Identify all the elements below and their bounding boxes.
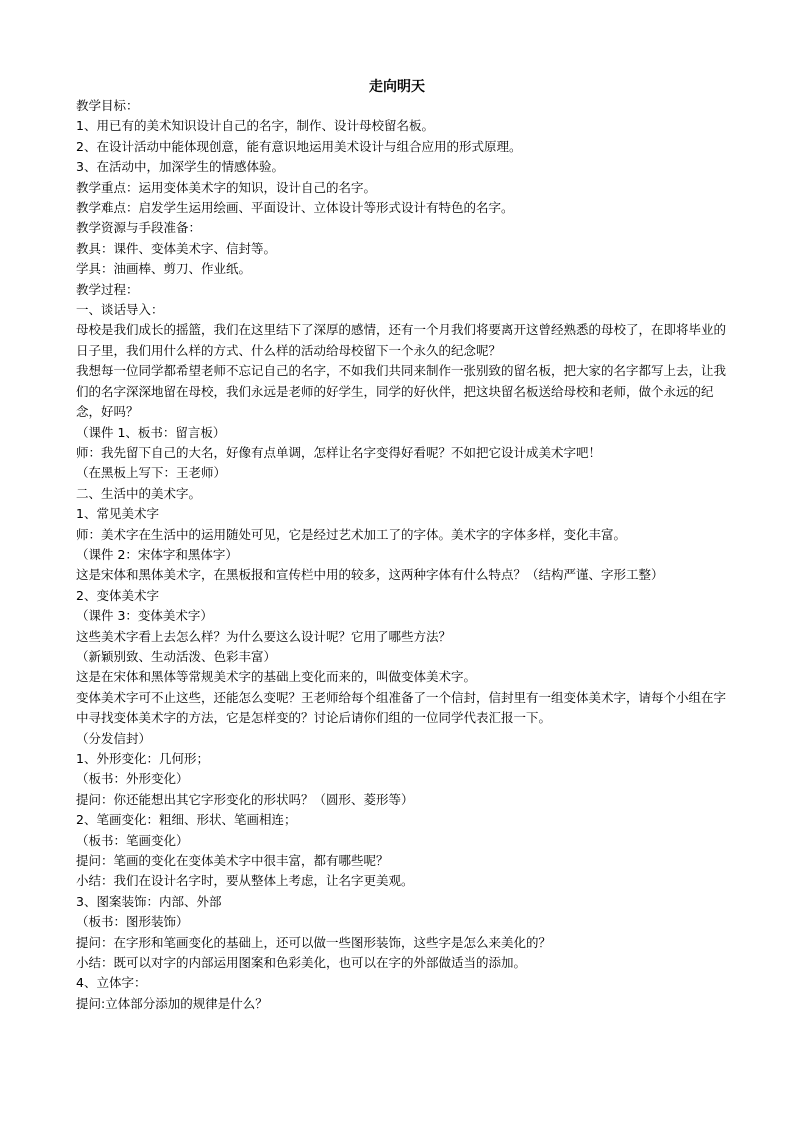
text-line: （在黑板上写下：王老师）	[76, 465, 227, 481]
document-title: 走向明天	[369, 79, 425, 95]
text-line: 提问：在字形和笔画变化的基础上，还可以做一些图形装饰，这些字是怎么来美化的？	[76, 934, 552, 950]
text-line: 提问：你还能想出其它字形变化的形状吗？（圆形、菱形等）	[76, 791, 414, 807]
text-line: （分发信封）	[76, 730, 152, 746]
text-line: 小结：既可以对字的内部运用图案和色彩美化，也可以在字的外部做适当的添加。	[76, 955, 527, 971]
text-line: 4、立体字：	[76, 975, 147, 991]
text-line: （课件 1、板书：留言板）	[76, 424, 226, 440]
text-line: 二、生活中的美术字。	[76, 485, 202, 501]
text-line: 教学资源与手段准备：	[76, 220, 202, 236]
text-line: 这是宋体和黑体美术字，在黑板报和宣传栏中用的较多，这两种字体有什么特点？（结构严谨、字形工整）	[76, 567, 664, 583]
paragraph: 母校是我们成长的摇篮，我们在这里结下了深厚的感情，还有一个月我们将要离开这曾经熟悉的母校了，在即将毕业的日子里，我们用什么样的方式、什么样的活动给母校留下一个永久的纪念呢？	[76, 322, 727, 358]
text-line: 师：我先留下自己的大名，好像有点单调，怎样让名字变得好看呢？不如把它设计成美术字吧！	[76, 444, 602, 460]
text-line: 2、变体美术字	[76, 587, 159, 603]
document-body	[76, 96, 726, 1014]
text-line: 这些美术字看上去怎么样？为什么要这么设计呢？它用了哪些方法？	[76, 628, 452, 644]
text-line: 3、图案装饰：内部、外部	[76, 893, 222, 909]
text-line: 1、外形变化：几何形；	[76, 751, 209, 766]
text-line: （课件 2：宋体字和黑体字）	[76, 546, 238, 562]
text-line: 这是在宋体和黑体等常规美术字的基础上变化而来的，叫做变体美术字。	[76, 669, 477, 685]
text-line: 教学目标：	[76, 98, 139, 113]
text-line: （板书：笔画变化）	[76, 832, 189, 848]
text-line: （板书：外形变化）	[76, 771, 189, 787]
text-line: 提问：笔画的变化在变体美术字中很丰富，都有哪些呢？	[76, 853, 389, 869]
text-line: 教学重点：运用变体美术字的知识，设计自己的名字。	[76, 179, 377, 195]
text-line: 一、谈话导入：	[76, 302, 164, 318]
text-line: 提问:立体部分添加的规律是什么？	[76, 995, 268, 1011]
text-line: 1、用已有的美术知识设计自己的名字，制作、设计母校留名板。	[76, 118, 434, 134]
text-line: 师：美术字在生活中的运用随处可见，它是经过艺术加工了的字体。美术字的字体多样，变化丰富。	[76, 526, 627, 542]
text-line: 小结：我们在设计名字时，要从整体上考虑，让名字更美观。	[76, 873, 414, 889]
text-line: （新颖别致、生动活泼、色彩丰富）	[76, 648, 277, 664]
text-line: 2、在设计活动中能体现创意，能有意识地运用美术设计与组合应用的形式原理。	[76, 138, 522, 154]
text-line: 2、笔画变化：粗细、形状、笔画相连；	[76, 812, 297, 828]
text-line: 教具：课件、变体美术字、信封等。	[76, 240, 277, 256]
text-line: 学具：油画棒、剪刀、作业纸。	[76, 261, 252, 277]
paragraph: 变体美术字可不止这些，还能怎么变呢？王老师给每个组准备了一个信封，信封里有一组变体美术字，请每个小组在字中寻找变体美术字的方法，它是怎样变的？讨论后请你们组的一位同学代表汇报一下。	[76, 689, 727, 726]
text-line: 教学难点：启发学生运用绘画、平面设计、立体设计等形式设计有特色的名字。	[76, 200, 514, 216]
text-line: （课件 3：变体美术字）	[76, 608, 213, 624]
text-line: 教学过程：	[76, 281, 139, 297]
text-line: 3、在活动中，加深学生的情感体验。	[76, 159, 284, 175]
text-line: （板书：图形装饰）	[76, 914, 189, 930]
text-line: 1、常见美术字	[76, 506, 159, 522]
paragraph: 我想每一位同学都希望老师不忘记自己的名字，不如我们共同来制作一张别致的留名板，把大家的名字都写上去，让我们的名字深深地留在母校，我们永远是老师的好学生，同学的好伙伴，把这块留名板送给母校和老师，做个永远的纪念，好吗？	[76, 363, 727, 420]
